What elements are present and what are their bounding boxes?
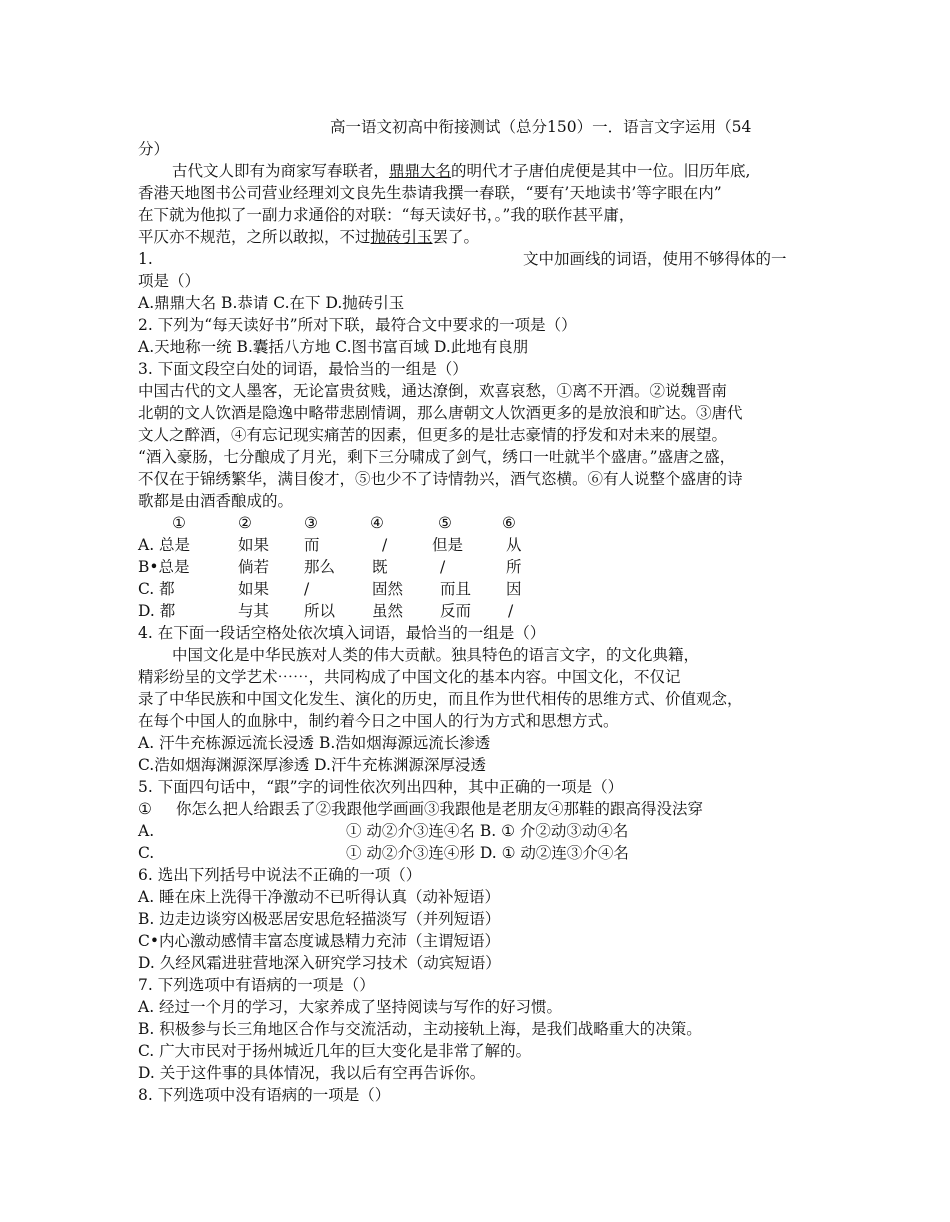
q1-options: A.鼎鼎大名 B.恭请 C.在下 D.抛砖引玉 [138,294,405,312]
q5-option-c-label: C. [138,844,155,862]
q6-option: A. 睡在床上洗得干净激动不已听得认真（动补短语） [138,888,501,906]
q3-passage-line: 歌都是由酒香酿成的。 [138,492,294,510]
q3-passage-line: 文人之醉酒，④有忘记现实痛苦的因素，但更多的是壮志豪情的抒发和对未来的展望。 [138,426,728,444]
table-cell: 从 [506,536,522,554]
table-cell: / [440,558,446,576]
page-title: 高一语文初高中衔接测试（总分150）一．语言文字运用（54 [330,118,752,136]
q7-option: B. 积极参与长三角地区合作与交流活动，主动接轨上海，是我们战略重大的决策。 [138,1020,702,1038]
q6-option: D. 久经风霜进驻营地深入研究学习技术（动宾短语） [138,954,501,972]
q7-option: C. 广大市民对于扬州城近几年的巨大变化是非常了解的。 [138,1042,532,1060]
q6-option: C•内心激动感情丰富态度诚恳精力充沛（主谓短语） [138,932,501,950]
q1-number: 1. [138,250,153,268]
q6-option: B. 边走边谈穷凶极恶居安思危轻描淡写（并列短语） [138,910,501,928]
table-cell: B•总是 [138,558,190,576]
table-cell: / [382,536,388,554]
table-cell: 倘若 [238,558,270,576]
q7-stem: 7. 下列选项中有语病的一项是（） [138,976,375,994]
passage1-line-1: 古代文人即有为商家写春联者，鼎鼎大名的明代才子唐伯虎便是其中一位。旧历年底, [172,162,751,180]
table-cell: 所以 [304,602,336,620]
q4-passage-line: 精彩纷呈的文学艺术⋯⋯，共同构成了中国文化的基本内容。中国文化，不仅记 [138,668,681,686]
page-title-continuation: 分） [138,140,170,158]
table-cell: 所 [506,558,522,576]
passage1-line-2: 香港天地图书公司营业经理刘文良先生恭请我撰一春联，“要有’天地读书’等字眼在内” [138,184,722,202]
q5-sentence-number: ① [138,800,152,818]
table-header-cell: ④ [370,514,384,532]
passage1-line-4: 平仄亦不规范，之所以敢拟，不过抛砖引玉罢了。 [138,228,480,246]
q4-stem: 4. 在下面一段话空格处依次填入词语，最恰当的一组是（） [138,624,546,642]
table-cell: C. 都 [138,580,175,598]
q7-option: A. 经过一个月的学习，大家养成了坚持阅读与写作的好习惯。 [138,998,563,1016]
table-cell: / [304,580,310,598]
q2-stem: 2. 下列为“每天读好书”所对下联，最符合文中要求的一项是（） [138,316,577,334]
table-cell: 而 [304,536,320,554]
q4-passage-line: 录了中华民族和中国文化发生、演化的历史，而且作为世代相传的思维方式、价值观念， [138,690,743,708]
table-cell: 因 [506,580,522,598]
q3-passage-line: “酒入豪肠，七分酿成了月光，剩下三分啸成了剑气，绣口一吐就半个盛唐。”盛唐之盛， [138,448,736,466]
q4-options-ab: A. 汗牛充栋源远流长浸透 B.浩如烟海源远流长渗透 [138,734,491,752]
q3-stem: 3. 下面文段空白处的词语，最恰当的一组是（） [138,360,468,378]
underlined-term: 鼎鼎大名 [389,162,452,180]
q5-options-ab: ① 动②介③连④名 B. ① 介②动③动④名 [346,822,629,840]
q7-option: D. 关于这件事的具体情况，我以后有空再告诉你。 [138,1064,486,1082]
q5-option-a-label: A. [138,822,155,840]
table-header-cell: ⑤ [438,514,452,532]
table-cell: 虽然 [372,602,404,620]
table-cell: 如果 [238,580,270,598]
table-cell: 而且 [440,580,472,598]
table-cell: A. 总是 [138,536,191,554]
q5-sentences: 你怎么把人给跟丢了②我跟他学画画③我跟他是老朋友④那鞋的跟高得没法穿 [176,800,704,818]
table-cell: 固然 [372,580,404,598]
table-header-cell: ⑥ [502,514,516,532]
table-cell: 反而 [440,602,472,620]
table-cell: 但是 [432,536,464,554]
q5-options-cd: ① 动②介③连④形 D. ① 动②连③介④名 [346,844,629,862]
table-header-cell: ① [172,514,186,532]
q6-stem: 6. 选出下列括号中说法不正确的一项（） [138,866,422,884]
q8-stem: 8. 下列选项中没有语病的一项是（） [138,1086,391,1104]
table-header-cell: ③ [304,514,318,532]
table-cell: 那么 [304,558,336,576]
q3-passage-line: 中国古代的文人墨客，无论富贵贫贱，通达潦倒，欢喜哀愁，①离不开酒。②说魏晋南 [138,382,728,400]
q3-passage-line: 北朝的文人饮酒是隐逸中略带悲剧情调，那么唐朝文人饮酒更多的是放浪和旷达。③唐代 [138,404,743,422]
table-cell: 既 [372,558,388,576]
q1-stem-cont: 项是（） [138,272,201,290]
q2-options: A.天地称一统 B.囊括八方地 C.图书富百域 D.此地有良朋 [138,338,529,356]
table-header-cell: ② [238,514,252,532]
table-cell: / [508,602,514,620]
table-cell: D. 都 [138,602,176,620]
passage1-line-3: 在下就为他拟了一副力求通俗的对联：“每天读好书，。”我的联作甚平庸， [138,206,635,224]
table-cell: 如果 [238,536,270,554]
q4-passage-line: 中国文化是中华民族对人类的伟大贡献。独具特色的语言文字，的文化典籍， [172,646,700,664]
q1-stem: 文中加画线的词语，使用不够得体的一 [523,250,787,268]
q3-passage-line: 不仅在于锦绣繁华，满目俊才，⑤也少不了诗情勃兴，酒气恣横。⑥有人说整个盛唐的诗 [138,470,743,488]
q4-passage-line: 在每个中国人的血脉中，制约着今日之中国人的行为方式和思想方式。 [138,712,619,730]
q5-stem: 5. 下面四句话中，“跟”字的词性依次列出四种，其中正确的一项是（） [138,778,624,796]
table-cell: 与其 [238,602,270,620]
q4-options-cd: C.浩如烟海渊源深厚渗透 D.汗牛充栋渊源深厚浸透 [138,756,486,774]
underlined-term: 抛砖引玉 [370,228,433,246]
